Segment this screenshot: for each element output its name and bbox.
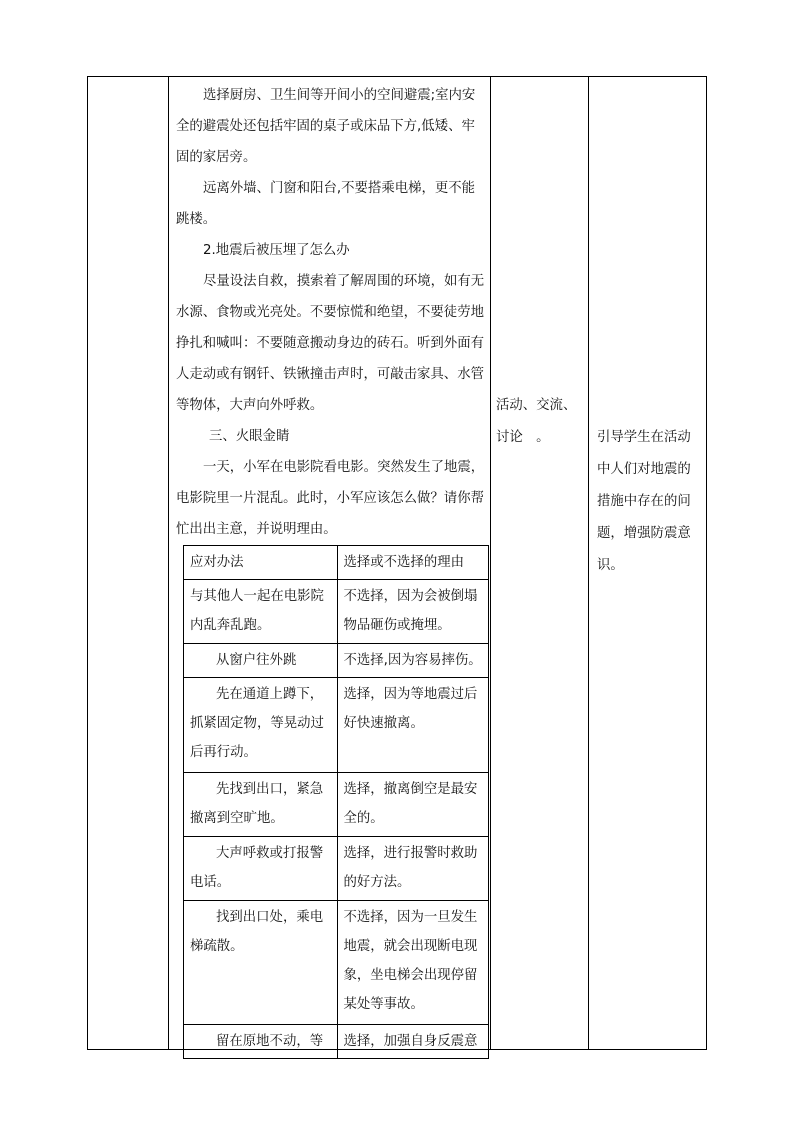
- activity-line-2: 讨论 。: [496, 430, 550, 445]
- reason-cell: 选择，进行报警时救助的好方法。: [337, 837, 489, 901]
- reason-cell: 不选择,因为容易摔伤。: [337, 644, 489, 678]
- header-method: 应对办法: [184, 546, 338, 580]
- section-heading: 三、火眼金睛: [209, 429, 290, 444]
- table-row: [184, 1025, 489, 1059]
- column-divider-1: [168, 76, 169, 1050]
- method-cell: 从窗户往外跳: [184, 644, 338, 678]
- reason-cell: 不选择，因为会被倒塌物品砸伤或掩埋。: [337, 580, 489, 644]
- student-activity-column: [496, 390, 584, 454]
- subheading-buried: 2.地震后被压埋了怎么办: [203, 243, 350, 258]
- method-cell: 留在原地不动，等: [184, 1025, 338, 1059]
- reason-cell: 不选择，因为一旦发生地震，就会出现断电现象，坐电梯会出现停留某处等事故。: [337, 901, 489, 1025]
- method-cell: 与其他人一起在电影院内乱奔乱跑。: [184, 580, 338, 644]
- table-row: [184, 773, 489, 837]
- method-cell: 大声呼救或打报警电话。: [184, 837, 338, 901]
- table-header-row: [184, 546, 489, 580]
- column-divider-2: [490, 76, 491, 1050]
- teaching-content-column: [176, 80, 488, 545]
- method-cell: 先找到出口，紧急撤离到空旷地。: [184, 773, 338, 837]
- scenario-paragraph: 一天，小军在电影院看电影。突然发生了地震，电影院里一片混乱。此时，小军应该怎么做？请你帮忙出出主意，并说明理由。: [176, 460, 485, 537]
- paragraph-shelter: 选择厨房、卫生间等开间小的空间避震;室内安全的避震处还包括牢固的桌子或床品下方,低矮、牢固的家居旁。: [176, 88, 476, 165]
- table-row: [184, 678, 489, 773]
- reason-cell: 选择，加强自身反震意: [337, 1025, 489, 1059]
- method-cell: 找到出口处，乘电梯疏散。: [184, 901, 338, 1025]
- table-row: [184, 901, 489, 1025]
- method-cell: 先在通道上蹲下，抓紧固定物，等晃动过后再行动。: [184, 678, 338, 773]
- design-intent-column: [597, 422, 701, 582]
- reason-cell: 选择，撤离倒空是最安全的。: [337, 773, 489, 837]
- activity-line-1: 活动、交流、: [496, 398, 577, 413]
- table-row: [184, 580, 489, 644]
- reason-cell: 选择，因为等地震过后好快速撤离。: [337, 678, 489, 773]
- paragraph-avoid: 远离外墙、门窗和阳台,不要搭乘电梯，更不能跳楼。: [176, 181, 476, 227]
- header-reason: 选择或不选择的理由: [337, 546, 489, 580]
- table-row: [184, 644, 489, 678]
- table-row: [184, 837, 489, 901]
- column-divider-3: [588, 76, 589, 1050]
- paragraph-self-rescue: 尽量设法自救，摸索着了解周围的环境，如有无水源、食物或光亮处。不要惊慌和绝望，不要徒劳地挣扎和喊叫：不要随意搬动身边的砖石。听到外面有人走动或有钢钎、铁锹撞击声时，可敲击家具、水管等物体，大声向外呼救。: [176, 274, 485, 413]
- intent-text: 引导学生在活动中人们对地震的措施中存在的问题，增强防震意识。: [597, 430, 691, 573]
- choice-table: [183, 545, 489, 1059]
